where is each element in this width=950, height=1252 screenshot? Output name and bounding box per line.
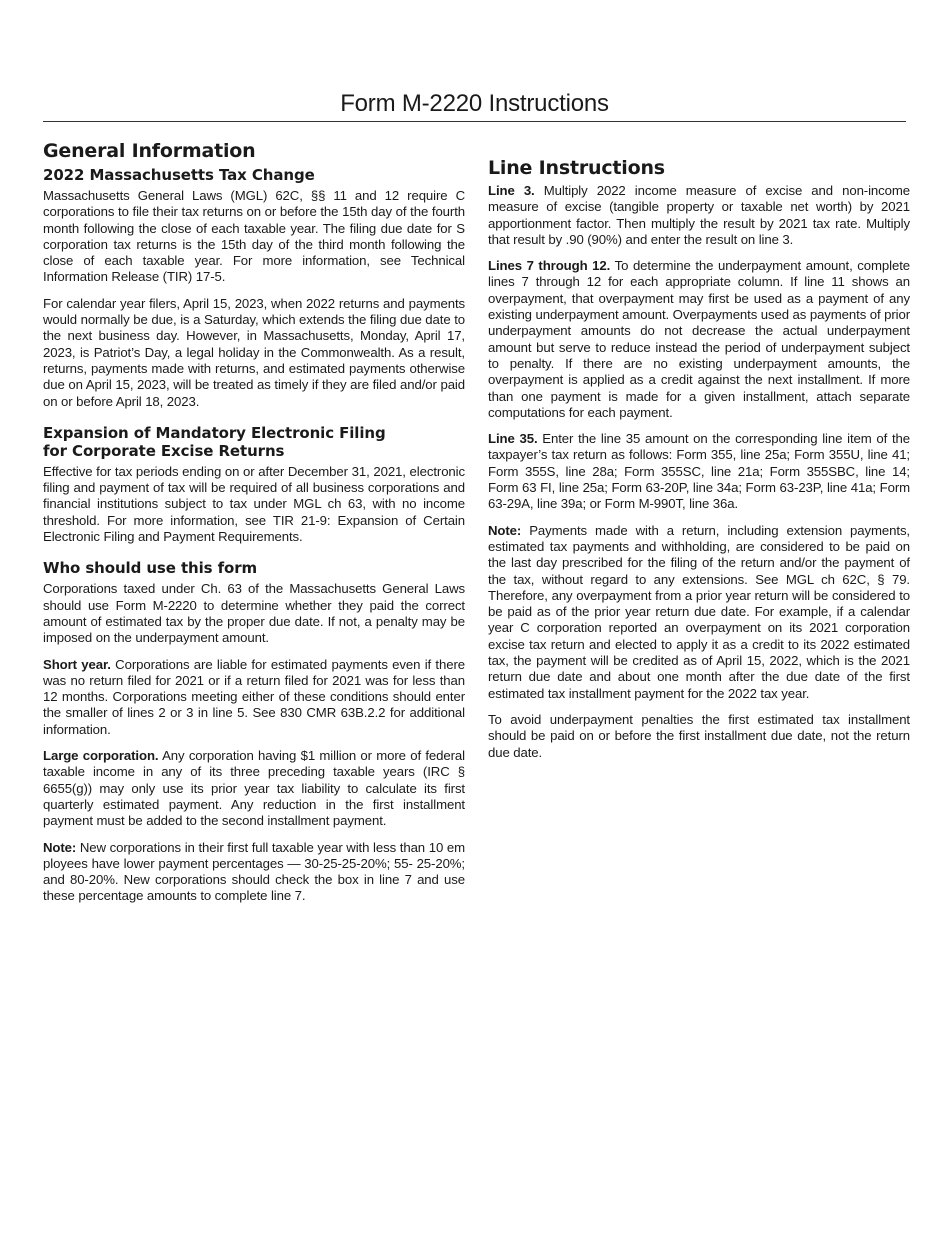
who-should-use-heading: Who should use this form: [43, 559, 258, 578]
large-corporation-text: Any corporation having $1 million or more of federal taxable income in any of its three preceding taxable years (IRC § 6655(g)) may only use its prior year tax liability to calculate its first quarterly estimated payment. Any reduction in the first installment payment must be added to the second installment payment.: [43, 748, 465, 829]
general-information-heading: General Information: [43, 140, 256, 162]
lines-7-12-label: Lines 7 through 12.: [488, 258, 611, 274]
line-3-paragraph: [488, 183, 910, 248]
tax-change-paragraph-2: For calendar year filers, April 15, 2023, when 2022 returns and payments would normally be due, is a Saturday, which extends the filing due date to the next business day. However, in Massachusetts, Monday, April 17, 2023, is Patriot’s Day, a legal holiday in the Commonwealth. As a result, returns, payments made with returns, and estimated payments otherwise due on April 15, 2023, will be treated as timely if they are filed and/or paid on or before April 18, 2023.: [43, 295, 465, 409]
payments-note-paragraph: [488, 523, 910, 702]
short-year-text: Corporations are liable for estimated payments even if there was no return filed for 2021 or if a return filed for 2021 was for less than 12 months. Corporations meeting either of these conditions should enter the smaller of lines 2 or 3 in line 5. See 830 CMR 63B.2.2 for additional information.: [43, 656, 465, 737]
electronic-filing-heading-line-2: for Corporate Excise Returns: [43, 441, 285, 460]
short-year-label: Short year.: [43, 656, 111, 672]
electronic-filing-paragraph: Effective for tax periods ending on or after December 31, 2021, electronic filing and payment of tax will be required of all business corporations and financial institutions subject to tax under MGL ch 63, with no income threshold. For more information, see TIR 21-9: Expansion of Certain Electronic Filing and Payment Requirements.: [43, 463, 465, 545]
short-year-paragraph: [43, 657, 465, 738]
tax-change-paragraph-1: Massachusetts General Laws (MGL) 62C, §§ 11 and 12 require C corporations to file their tax returns on or before the 15th day of the fourth month following the close of each taxable year. The filing due date for S corporation tax returns is the 15th day of the third month following the close of each taxable year. For more information, see Technical Information Release (TIR) 17-5.: [43, 188, 465, 285]
line-instructions-heading: Line Instructions: [488, 157, 665, 179]
payments-note-label: Note:: [488, 522, 522, 538]
payments-note-text: Payments made with a return, including extension payments, estimated tax payments and withholding, are considered to be paid on the last day prescribed for the filing of the return and/or the payment of the tax, without regard to any extensions. See MGL ch 62C, § 79. Therefore, any overpayment from a prior year return will be considered to be paid as of the prior year return due date. For example, if a calendar year C corporation reported an overpayment on its 2021 corporation excise tax return and elected to apply it as a credit to its 2022 estimated tax, the payment will be credited as of April 15, 2022, which is the 2021 return due date and about one month after the due date of the first estimated tax installment payment for the 2022 tax year.: [488, 522, 910, 701]
note-text: New corporations in their first full taxable year with less than 10 em ployees have lower payment percentages — 30-25-25-20%; 55- 25-20%; and 80-20%. New corporations should check the box in line 7 and use these percentage amounts to complete line 7.: [43, 839, 465, 904]
line-3-label: Line 3.: [488, 183, 535, 198]
page-title: Form M-2220 Instructions: [43, 88, 906, 122]
left-column: [43, 140, 465, 915]
electronic-filing-heading: [43, 424, 465, 460]
electronic-filing-heading-line-1: Expansion of Mandatory Electronic Filing: [43, 423, 386, 442]
who-should-use-paragraph: Corporations taxed under Ch. 63 of the Massachusetts General Laws should use Form M-2220 to determine whether they paid the correct amount of estimated tax by the proper due date. If not, a penalty may be imposed on the underpayment amount.: [43, 581, 465, 646]
large-corporation-paragraph: [43, 748, 465, 829]
right-column: [488, 157, 910, 771]
line-35-text: Enter the line 35 amount on the corresponding line item of the taxpayer’s tax return as follows: Form 355, line 25a; Form 355U, line 41; Form 355S, line 28a; Form 355SC, line 21a; Form 355SBC, line 14; Form 63 FI, line 25a; Form 63-20P, line 34a; Form 63-23P, line 41a; Form 63-29A, line 39a; or Form M-990T, line 36a.: [488, 431, 910, 512]
line-35-paragraph: [488, 431, 910, 512]
note-label: Note:: [43, 839, 77, 855]
line-3-text: Multiply 2022 income measure of excise and non-income measure of excise (tangible property or taxable net worth) by 2021 apportionment factor. Then multiply the result by 2021 tax rate. Multiply that result by .90 (90%) and enter the result on line 3.: [488, 183, 911, 247]
lines-7-12-paragraph: [488, 258, 910, 421]
avoid-penalties-paragraph: To avoid underpayment penalties the first estimated tax installment should be paid on or before the first installment due date, not the return due date.: [488, 711, 910, 760]
large-corporation-label: Large corporation.: [43, 748, 159, 764]
new-corporation-note: [43, 840, 465, 905]
tax-change-heading: 2022 Massachusetts Tax Change: [43, 166, 315, 184]
line-35-label: Line 35.: [488, 431, 538, 447]
lines-7-12-text: To determine the underpayment amount, complete lines 7 through 12 for each appropriate column. If line 11 shows an overpayment, that overpayment may first be used as a payment of any existing underpayment amount. Overpayments used as payments of prior underpayment amounts do not decrease the actual underpayment amount but serve to reduce instead the period of underpayment subject to penalty. If there are no existing underpayment amounts, the overpayment is applied as a credit against the next installment. If more than one payment is made for a given installment, attach separate computations for each payment.: [488, 258, 911, 420]
